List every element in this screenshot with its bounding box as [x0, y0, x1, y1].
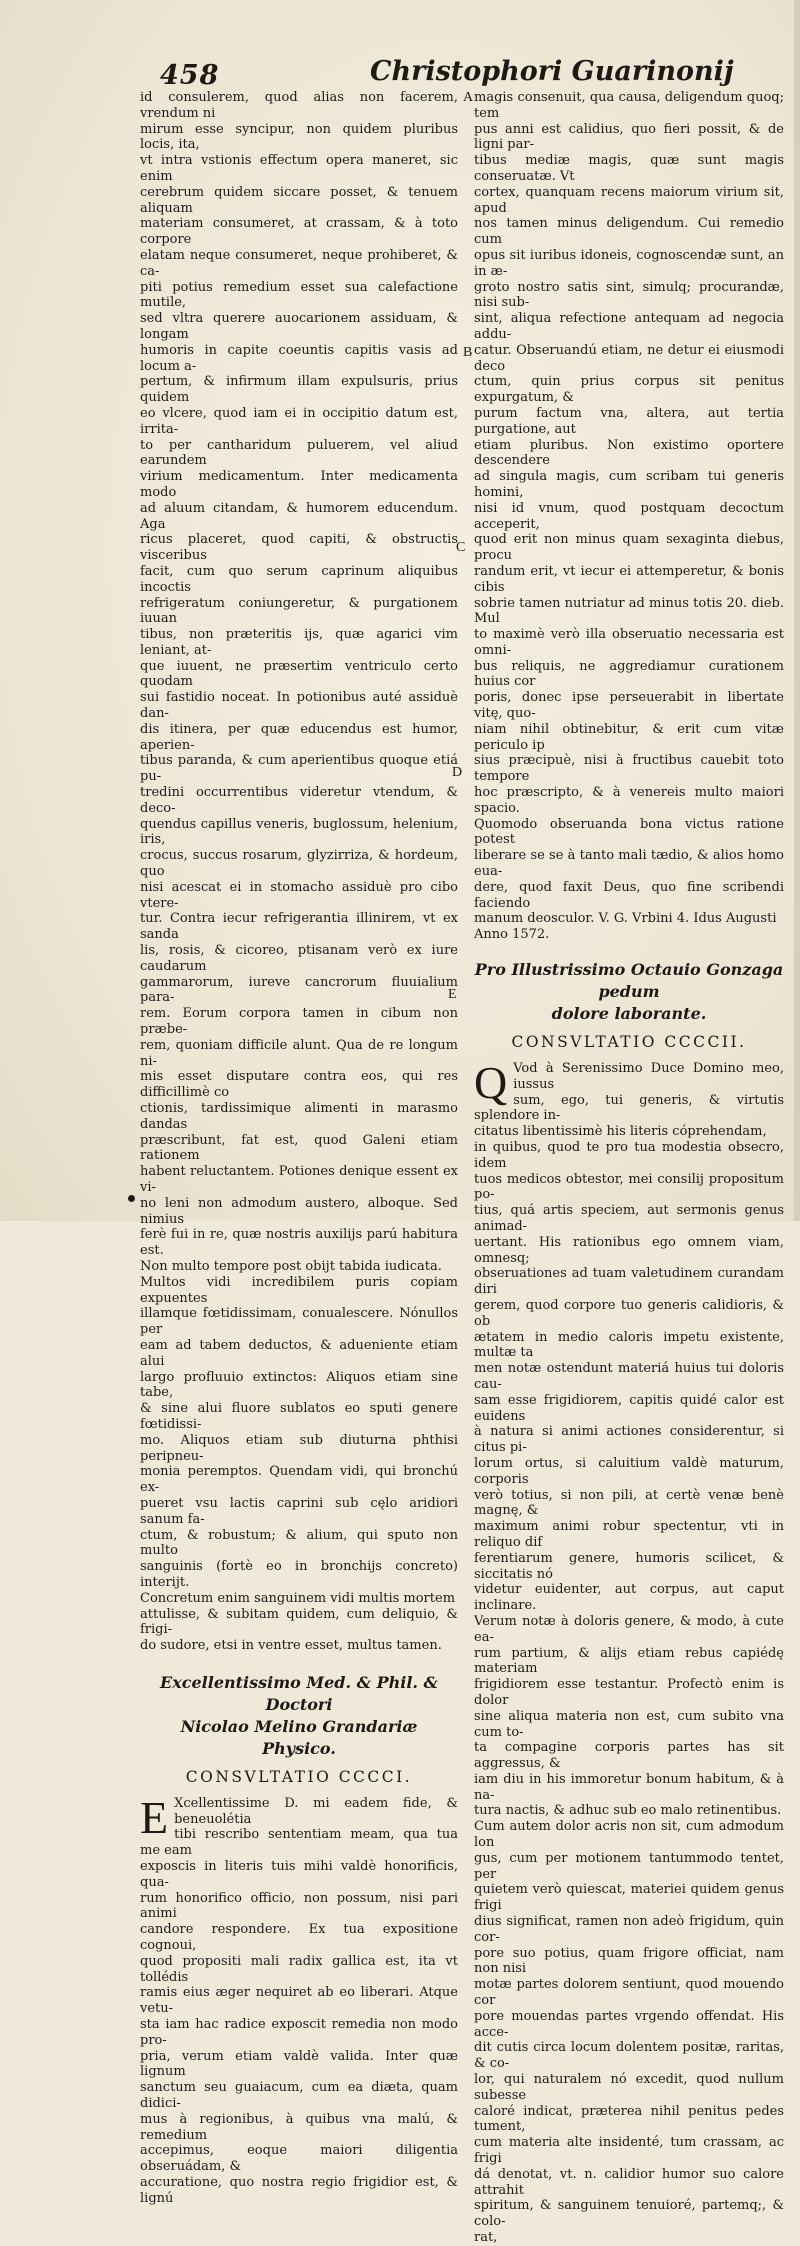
text-line: sine aliqua materia non est, cum subito vna cum to-: [474, 1708, 784, 1740]
section-title-line: Pro Illustrissimo Octauio Gonzaga pedum: [474, 960, 784, 1002]
text-line: randum erit, vt iecur ei attemperetur, & bonis cibis: [474, 563, 784, 595]
right-column: [474, 90, 784, 2246]
text-line: pertum, & infirmum illam expulsuris, prius quidem: [140, 374, 458, 406]
text-line: quendus capillus veneris, buglossum, helenium, iris,: [140, 816, 458, 848]
text-line: dius significat, ramen non adeò frigidum, quin cor-: [474, 1914, 784, 1945]
left-column: [140, 90, 458, 2207]
text-line: tibus mediæ magis, quæ sunt magis conseruatæ. Vt: [474, 153, 784, 184]
text-line: nos tamen minus deligendum. Cui remedio cum: [474, 216, 784, 248]
right-paragraph-1: [474, 90, 784, 943]
text-line: gammarorum, iureve cancrorum fluuialium para-: [140, 974, 458, 1006]
right-drop-cap: Q: [474, 1057, 508, 1109]
text-line: purum factum vna, altera, aut tertia purgatione, aut: [474, 405, 784, 437]
text-line: quod propositi mali radix gallica est, ita vt tollédis: [140, 1953, 458, 1985]
page-number: 458: [160, 60, 220, 91]
margin-letter-b: B: [463, 345, 473, 360]
text-line: Xcellentissime D. mi eadem fide, & beneuolétia: [174, 1795, 458, 1827]
text-line: groto nostro satis sint, simulq; procurandæ, nisi sub-: [474, 279, 784, 311]
text-line: mo. Aliquos etiam sub diuturna phthisi peripneu-: [140, 1432, 458, 1464]
text-line: crocus, succus rosarum, glyzirriza, & hordeum, quo: [140, 848, 458, 880]
text-line: pus anni est calidius, quo fieri possit, & de ligni par-: [474, 121, 784, 153]
left-paragraph-2: [140, 1791, 458, 2207]
text-line: mirum esse syncipur, non quidem pluribus locis, ita,: [140, 121, 458, 153]
text-line: rum partium, & alijs etiam rebus capiédę materiam: [474, 1645, 784, 1677]
margin-letter-c: C: [456, 540, 466, 555]
text-line: habent reluctantem. Potiones denique essent ex vi-: [140, 1164, 458, 1195]
text-line: exposcis in literis tuis mihi valdè honorificis, qua-: [140, 1859, 458, 1890]
section-title-line: Nicolao Melino Grandariæ: [180, 1716, 418, 1736]
text-line: vt intra vstionis effectum opera maneret, sic enim: [140, 153, 458, 184]
text-line: Cum autem dolor acris non sit, cum admodum lon: [474, 1819, 784, 1851]
text-line: tibus paranda, & cum aperientibus quoque etiá pu-: [140, 753, 458, 785]
text-line: illamque fœtidissimam, conualescere. Nónullos per: [140, 1306, 458, 1338]
text-line: rem. Eorum corpora tamen in cibum non præbe-: [140, 1006, 458, 1038]
text-line: Non multo tempore post obijt tabida iudicata.: [140, 1258, 442, 1274]
left-consultatio-heading: CONSVLTATIO CCCCI.: [185, 1767, 413, 1786]
text-line: pueret vsu lactis caprini sub cęlo aridiori sanum fa-: [140, 1495, 458, 1527]
text-line: in quibus, quod te pro tua modestia obsecro, idem: [474, 1140, 784, 1171]
text-line: dá denotat, vt. n. calidior humor suo calore attrahit: [474, 2166, 784, 2198]
text-line: ta compagine corporis partes has sit aggressus, &: [474, 1740, 784, 1772]
text-line: mis esset disputare contra eos, qui res difficillimè co: [140, 1069, 458, 1101]
text-line: quod erit non minus quam sexaginta diebus, procu: [474, 532, 784, 564]
text-line: lis, rosis, & cicoreo, ptisanam verò ex iure caudarum: [140, 943, 458, 974]
text-line: largo profluuio extinctos: Aliquos etiam sine tabe,: [140, 1369, 458, 1401]
text-line: dere, quod faxit Deus, quo fine scribendi faciendo: [474, 879, 784, 911]
text-line: tibi rescribo sententiam meam, qua tua me eam: [140, 1827, 458, 1859]
text-line: frigidiorem esse testantur. Profectò enim is dolor: [474, 1677, 784, 1708]
text-line: eo vlcere, quod iam ei in occipitio datum est, irrita-: [140, 405, 458, 437]
text-line: sius præcipuè, nisi à fructibus cauebit toto tempore: [474, 753, 784, 785]
text-line: uertant. His rationibus ego omnem viam, omnesq;: [474, 1234, 784, 1266]
text-line: motæ partes dolorem sentiunt, quod mouendo cor: [474, 1977, 784, 2009]
text-line: materiam consumeret, at crassam, & à toto corpore: [140, 216, 458, 248]
text-line: quietem verò quiescat, materiei quidem genus frigi: [474, 1882, 784, 1914]
text-line: elatam neque consumeret, neque prohiberet, & ca-: [140, 247, 458, 279]
text-line: rum honorifico officio, non possum, nisi pari animi: [140, 1890, 458, 1922]
text-line: sam esse frigidiorem, capitis quidé calor est euidens: [474, 1392, 784, 1424]
text-line: iam diu in his immoretur bonum habitum, & à na-: [474, 1771, 784, 1803]
margin-letter-d: D: [452, 765, 463, 780]
text-line: præscribunt, fat est, quod Galeni etiam rationem: [140, 1132, 458, 1164]
text-line: sed vltra querere auocarionem assiduam, & longam: [140, 311, 458, 342]
text-line: gus, cum per motionem tantummodo tentet, per: [474, 1850, 784, 1882]
text-line: Multos vidi incredibilem puris copiam expuentes: [140, 1274, 458, 1306]
page-edge: [794, 0, 800, 1221]
text-line: tura nactis, & adhuc sub eo malo retinentibus.: [474, 1803, 782, 1819]
text-line: no leni non admodum austero, alboque. Sed nimius: [140, 1195, 458, 1227]
text-line: sta iam hac radice exposcit remedia non modo pro-: [140, 2017, 458, 2048]
text-line: lor, qui naturalem nó excedit, quod nullum subesse: [474, 2072, 784, 2103]
text-line: sanguinis (fortè eo in bronchijs concreto) interijt.: [140, 1559, 458, 1590]
text-line: Quomodo obseruanda bona victus ratione potest: [474, 816, 784, 848]
text-line: tius, quá artis speciem, aut sermonis genus animad-: [474, 1203, 784, 1234]
text-line: ctionis, tardissimique alimenti in marasmo dandas: [140, 1101, 458, 1132]
right-paragraph-2: [474, 1057, 784, 2246]
right-consultatio-heading: CONSVLTATIO CCCCII.: [511, 1033, 747, 1052]
text-line: ad aluum citandam, & humorem educendum. Aga: [140, 500, 458, 532]
text-line: men notæ ostendunt materiá huius tui doloris cau-: [474, 1361, 784, 1392]
text-line: magis consenuit, qua causa, deligendum quoq; tem: [474, 90, 784, 121]
text-line: tur. Contra iecur refrigerantia illinirem, vt ex sanda: [140, 911, 458, 943]
text-line: sobrie tamen nutriatur ad minus totis 20. dieb. Mul: [474, 595, 784, 627]
text-line: cerebrum quidem siccare posset, & tenuem aliquam: [140, 184, 458, 216]
text-line: pore suo potius, quam frigore officiat, nam non nisi: [474, 1945, 784, 1977]
text-line: hoc præscripto, & à venereis multo maiori spacio.: [474, 785, 784, 816]
right-section-title: [474, 959, 784, 1025]
text-line: ferentiarum genere, humoris scilicet, & siccitatis nó: [474, 1550, 784, 1582]
left-paragraph-1: [140, 90, 458, 1654]
text-line: nisi id vnum, quod postquam decoctum acceperit,: [474, 500, 784, 532]
text-line: candore respondere. Ex tua expositione cognoui,: [140, 1922, 458, 1954]
text-line: piti potius remedium esset sua calefactione mutile,: [140, 279, 458, 311]
text-line: ferè fui in re, quæ nostris auxilijs parú habitura est.: [140, 1227, 458, 1259]
text-line: ctum, & robustum; & alium, qui sputo non multo: [140, 1527, 458, 1559]
text-line: Vod à Serenissimo Duce Domino meo, iussus: [513, 1061, 784, 1092]
text-line: ramis eius æger nequiret ab eo liberari. Atque vetu-: [140, 1985, 458, 2017]
text-line: id consulerem, quod alias non facerem, vrendum ni: [140, 90, 458, 121]
text-line: tredini occurrentibus videretur vtendum, & deco-: [140, 785, 458, 816]
left-section-title: [140, 1672, 458, 1760]
left-drop-cap: E: [140, 1791, 169, 1843]
text-line: niam nihil obtinebitur, & erit cum vitæ periculo ip: [474, 721, 784, 753]
text-line: obseruationes ad tuam valetudinem curandam diri: [474, 1266, 784, 1298]
text-line: eam ad tabem deductos, & adueniente etiam alui: [140, 1337, 458, 1369]
text-line: videtur euidenter, aut corpus, aut caput inclinare.: [474, 1582, 784, 1614]
text-line: ricus placeret, quod capiti, & obstructis visceribus: [140, 532, 458, 564]
margin-letter-e: E: [448, 987, 457, 1002]
text-line: pria, verum etiam valdè valida. Inter quæ lignum: [140, 2048, 458, 2080]
text-line: ætatem in medio caloris impetu existente, multæ ta: [474, 1329, 784, 1361]
text-line: verò totius, si non pili, at certè venæ benè magnę, &: [474, 1487, 784, 1519]
text-line: caloré indicat, præterea nihil penitus pedes tument,: [474, 2103, 784, 2135]
text-line: to per cantharidum puluerem, vel aliud earundem: [140, 437, 458, 469]
text-line: citatus libentissimè his literis cóprehendam,: [474, 1124, 767, 1140]
text-line: refrigeratum coniungeretur, & purgationem iuuan: [140, 595, 458, 627]
text-line: sanctum seu guaiacum, cum ea diæta, quam didici-: [140, 2080, 458, 2112]
text-line: etiam pluribus. Non existimo oportere descendere: [474, 437, 784, 469]
text-line: cum materia alte insidenté, tum crassam, ac frigi: [474, 2135, 784, 2167]
text-line: liberare se se à tanto mali tædio, & alios homo eua-: [474, 848, 784, 880]
text-line: Verum notæ à doloris genere, & modo, à cute ea-: [474, 1613, 784, 1645]
running-title: Christophori Guarinonij: [370, 56, 734, 87]
text-line: tibus, non præteritis ijs, quæ agarici vim leniant, at-: [140, 627, 458, 658]
section-title-line: Excellentissimo Med. & Phil. & Doctori: [160, 1672, 438, 1714]
text-line: humoris in capite coeuntis capitis vasis ad locum a-: [140, 342, 458, 374]
section-title-line: Physico.: [262, 1738, 336, 1758]
text-line: sui fastidio noceat. In potionibus auté assiduè dan-: [140, 690, 458, 722]
text-line: pore mouendas partes vrgendo offendat. His acce-: [474, 2008, 784, 2040]
text-line: accuratione, quo nostra regio frigidior est, & lignú: [140, 2175, 458, 2206]
text-line: ad singula magis, cum scribam tui generis homini,: [474, 469, 784, 500]
text-line: sum, ego, tui generis, & virtutis splendore in-: [474, 1092, 784, 1124]
text-line: spiritum, & sanguinem tenuioré, partemq;, & colo-: [474, 2198, 784, 2230]
text-line: Anno 1572.: [474, 927, 550, 943]
text-line: lorum ortus, si caluitium valdè maturum, corporis: [474, 1455, 784, 1487]
text-line: attulisse, & subitam quidem, cum deliquio, & frigi-: [140, 1606, 458, 1638]
section-title-line: dolore laborante.: [551, 1004, 707, 1024]
text-line: dit cutis circa locum dolentem positæ, raritas, & co-: [474, 2040, 784, 2072]
text-line: tuos medicos obtestor, mei consilij propositum po-: [474, 1171, 784, 1203]
text-line: manum deosculor. V. G. Vrbini 4. Idus Augusti: [474, 911, 777, 927]
text-line: poris, donec ipse perseuerabit in libertate vitę, quo-: [474, 690, 784, 722]
text-line: opus sit iuribus idoneis, cognoscendæ sunt, an in æ-: [474, 247, 784, 279]
text-line: cortex, quanquam recens maiorum virium sit, apud: [474, 184, 784, 216]
text-line: to maximè verò illa obseruatio necessaria est omni-: [474, 627, 784, 658]
text-line: sint, aliqua refectione antequam ad negocia addu-: [474, 311, 784, 342]
text-line: accepimus, eoque maiori diligentia obseruádam, &: [140, 2143, 458, 2175]
text-line: facit, cum quo serum caprinum aliquibus incoctis: [140, 563, 458, 595]
text-line: que iuuent, ne præsertim ventriculo certo quodam: [140, 658, 458, 690]
text-line: ctum, quin prius corpus sit penitus expurgatum, &: [474, 374, 784, 406]
text-line: rat,: [474, 2230, 498, 2245]
text-line: à natura si animi actiones considerentur, si citus pi-: [474, 1424, 784, 1456]
text-line: Concretum enim sanguinem vidi multis mortem: [140, 1590, 456, 1606]
text-line: mus à regionibus, à quibus vna malú, & remedium: [140, 2111, 458, 2143]
text-line: do sudore, etsi in ventre esset, multus tamen.: [140, 1638, 442, 1654]
text-line: catur. Obseruandú etiam, ne detur ei eiusmodi deco: [474, 342, 784, 374]
text-line: & sine alui fluore sublatos eo sputi genere fœtidissi-: [140, 1401, 458, 1432]
text-line: bus reliquis, ne aggrediamur curationem huius cor: [474, 658, 784, 690]
text-line: monia peremptos. Quendam vidi, qui bronchú ex-: [140, 1464, 458, 1496]
text-line: maximum animi robur spectentur, vti in reliquo dif: [474, 1519, 784, 1550]
page-mark-dot: [128, 1195, 135, 1202]
text-line: rem, quoniam difficile alunt. Qua de re longum ni-: [140, 1037, 458, 1069]
text-line: virium medicamentum. Inter medicamenta modo: [140, 469, 458, 500]
text-line: nisi acescat ei in stomacho assiduè pro cibo vtere-: [140, 879, 458, 911]
text-line: gerem, quod corpore tuo generis calidioris, & ob: [474, 1297, 784, 1329]
margin-letter-a: A: [463, 90, 474, 105]
text-line: dis itinera, per quæ educendus est humor, aperien-: [140, 721, 458, 753]
